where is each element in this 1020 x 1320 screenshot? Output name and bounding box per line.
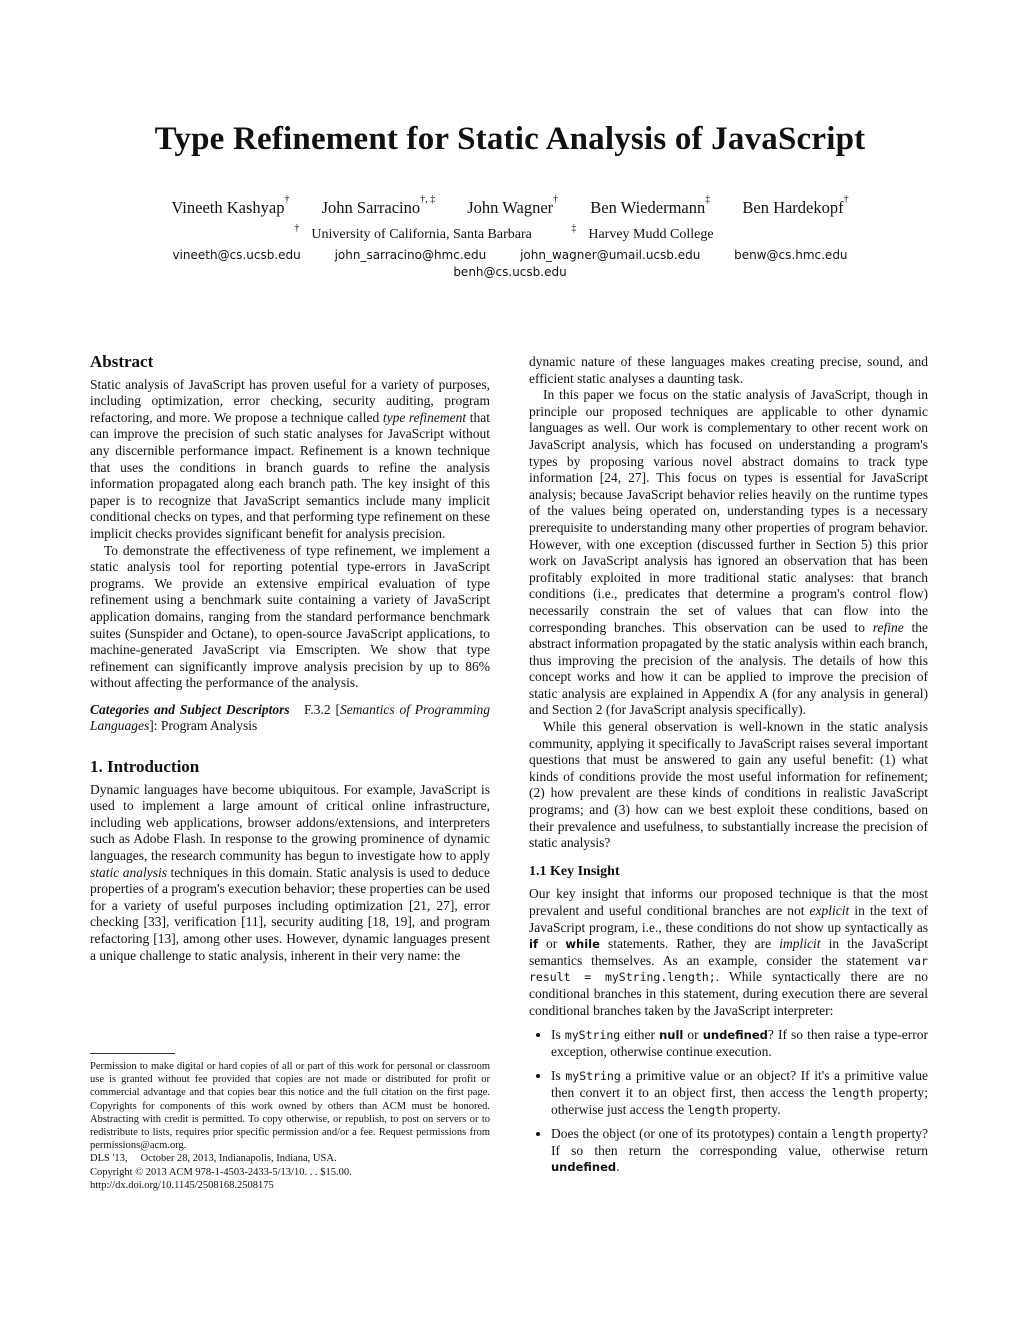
categories: Categories and Subject Descriptors F.3.2 [Semantics of Programming Languages]: Program Analysis bbox=[90, 701, 490, 734]
author-list bbox=[0, 194, 1020, 218]
list-item: • Is myString either null or undefined? If so then raise a type-error exception, otherwise continue execution. bbox=[551, 1027, 928, 1060]
permission-notice: Permission to make digital or hard copies of all or part of this work for personal or classroom use is granted without fee provided that copies are not made or distributed for profit or commercial advantage and that copies bear this notice and the full citation on the first page. Copyrights for components of this work owned by others than ACM must be honored. Abstracting with credit is permitted. To copy otherwise, or republish, to post on servers or to redistribute to lists, requires prior specific permission and/or a fee. Request permissions from permissions@acm.org. DLS '13, October 28, 2013, Indianapolis, Indiana, USA. Copyright © 2013 ACM 978-1-4503-2433-5/13/10. . . $15.00. http://dx.doi.org/10.1145/2508168.2508175 bbox=[90, 1061, 490, 1191]
affiliation: † University of California, Santa Barbara bbox=[294, 223, 532, 242]
author: John Sarracino†, ‡ bbox=[321, 194, 436, 217]
author: Ben Hardekopf† bbox=[742, 194, 849, 217]
author: Ben Wiedermann‡ bbox=[590, 194, 711, 217]
key-insight-heading: 1.1 Key Insight bbox=[529, 863, 620, 879]
list-item: • Is myString a primitive value or an object? If it's a primitive value then convert it to an object first, then access the length property; otherwise just access the length property. bbox=[551, 1068, 928, 1118]
abstract-paragraph: To demonstrate the effectiveness of type refinement, we implement a static analysis tool for reporting potential type-errors in JavaScript programs. We provide an extensive empirical evaluation of type refinement using a benchmark suite containing a variety of JavaScript application domains, ranging from the standard performance benchmark suites (Sunspider and Octane), to open-source JavaScript applications, to machine-generated JavaScript via Emscripten. We show that type refinement can significantly improve analysis precision by up to 86% without affecting the performance of the analysis. bbox=[90, 542, 490, 691]
abstract-paragraph: Static analysis of JavaScript has proven useful for a variety of purposes, including optimization, error checking, security auditing, program refactoring, and more. We propose a technique called type refinement that can improve the precision of such static analyses for JavaScript without any discernible performance impact. Refinement is a known technique that uses the conditions in branch guards to refine the analysis information propagated along each branch path. The key insight of this paper is to recognize that JavaScript semantics include many implicit conditional checks on types, and that performing type refinement on these implicit checks provides significant benefit for analysis precision. bbox=[90, 376, 491, 541]
affiliation: ‡ Harvey Mudd College bbox=[571, 223, 714, 242]
author: Vineeth Kashyap† bbox=[171, 194, 290, 217]
email: john_wagner@umail.ucsb.edu bbox=[520, 248, 701, 262]
intro-paragraph: dynamic nature of these languages makes creating precise, sound, and efficient static analyses a daunting task. bbox=[529, 354, 928, 386]
email: john_sarracino@hmc.edu bbox=[334, 248, 487, 262]
email: vineeth@cs.ucsb.edu bbox=[172, 248, 301, 262]
author: John Wagner† bbox=[467, 194, 559, 217]
email: benw@cs.hmc.edu bbox=[734, 248, 848, 262]
key-insight-paragraph: Our key insight that informs our proposed technique is that the most prevalent and useful conditional branches are not explicit in the text of JavaScript program, i.e., these conditions do not show up syntactically as if or while statements. Rather, they are implicit in the JavaScript semantics themselves. As an example, consider the statement var result = myString.length;. While syntactically there are no conditional branches in this statement, during execution there are several conditional branches taken by the JavaScript interpreter: bbox=[529, 886, 928, 1018]
email-list bbox=[0, 247, 1020, 281]
list-item: • Does the object (or one of its prototypes) contain a length property? If so then return the corresponding value, otherwise return undefined. bbox=[551, 1126, 928, 1176]
intro-paragraph: While this general observation is well-known in the static analysis community, applying it specifically to JavaScript raises several important questions that must be answered to gain any useful benefit: (1) what kinds of conditions provide the most useful information for refinement; (2) how prevalent are these kinds of conditions in realistic JavaScript programs; and (3) how can we best exploit these conditions, based on their prevalence and usefulness, to substantially increase the precision of static analysis? bbox=[529, 719, 928, 851]
intro-paragraph: In this paper we focus on the static analysis of JavaScript, though in principle our proposed techniques are applicable to other dynamic languages as well. Our work is complementary to other recent work on JavaScript analysis, which has focused on understanding a program's types by proposing various novel abstract domains to track type information [24, 27]. This focus on types is essential for JavaScript analysis; because JavaScript behavior relies heavily on the runtime types of the values being operated on, understanding types is a necessary prerequisite to understanding many other properties of program behavior. However, with one exception (discussed further in Section 5) this prior work on JavaScript analysis has ignored an observation that has been profitably exploited in more traditional static analyses: that branch conditions (i.e., predicates that determine a program's control flow) necessarily constrain the set of values that can flow into the corresponding branches. This observation can be used to refine the abstract information propagated by the static analysis within each branch, thus improving the precision of the analysis. The details of how this concept works and how it can be applied to improve the precision of static analysis are explained in Appendix A (for any analysis in general) and Section 2 (for JavaScript analysis specifically). bbox=[529, 387, 928, 718]
intro-heading: 1. Introduction bbox=[90, 757, 200, 777]
email: benh@cs.ucsb.edu bbox=[453, 265, 567, 279]
affiliations bbox=[0, 223, 1020, 243]
footnote-rule bbox=[90, 1053, 175, 1054]
abstract-heading: Abstract bbox=[90, 352, 154, 371]
intro-paragraph: Dynamic languages have become ubiquitous. For example, JavaScript is used to implement a large amount of critical online infrastructure, including web applications, browser addons/extensions, and interpreters such as Adobe Flash. In response to the growing prominence of dynamic languages, the research community has begun to investigate how to apply static analysis techniques in this domain. Static analysis is used to deduce properties of a program's execution behavior; these properties can be used for a variety of useful purposes including optimization [21, 27], error checking [33], verification [11], security auditing [18, 19], and program refactoring [13], among other uses. However, dynamic languages present a unique challenge to static analysis, inherent in their very name: the bbox=[90, 781, 490, 963]
paper-title: Type Refinement for Static Analysis of JavaScript bbox=[154, 121, 866, 157]
left-column bbox=[90, 354, 490, 964]
branch-list bbox=[529, 1027, 928, 1176]
right-column bbox=[529, 354, 928, 1184]
